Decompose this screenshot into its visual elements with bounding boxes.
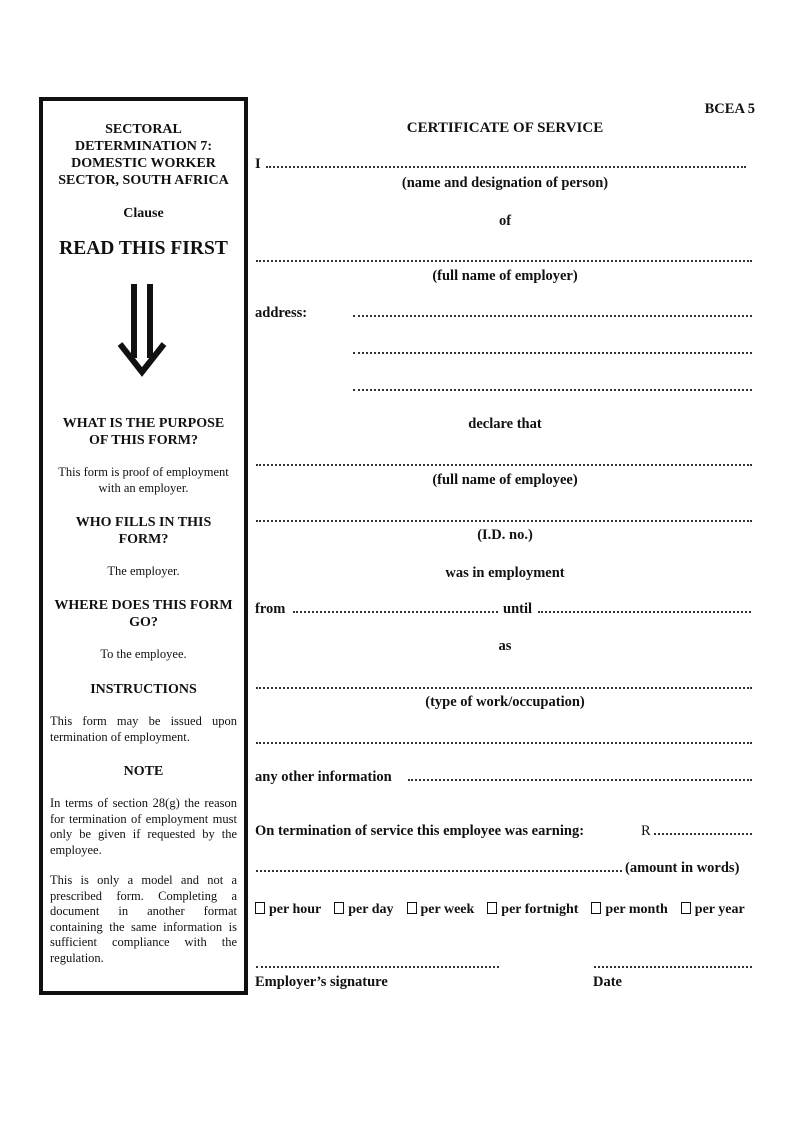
id-caption: (I.D. no.): [477, 527, 533, 543]
earning-label: On termination of service this employee was earning:: [255, 823, 585, 839]
period-label: per year: [694, 902, 745, 917]
period-label: per hour: [269, 902, 322, 917]
heading-line: SECTOR, SOUTH AFRICA: [58, 173, 229, 188]
purpose-answer: [43, 465, 244, 496]
address-field-line-3[interactable]: [353, 389, 752, 391]
checkbox-icon[interactable]: [407, 902, 417, 914]
answer-line: with an employer.: [98, 480, 189, 495]
occupation-caption: (type of work/occupation): [425, 694, 585, 710]
heading-line: SECTORAL: [105, 122, 182, 137]
period-option-per-hour[interactable]: [255, 902, 321, 918]
from-date-field[interactable]: [293, 611, 498, 613]
of-label: of: [498, 213, 512, 229]
period-option-per-year[interactable]: [681, 902, 745, 918]
note-text-model-form: This is only a model and not a prescribed form. Completing a document in another format containing the same information is sufficient compliance with the regulation.: [50, 873, 237, 965]
question-line: WHERE DOES THIS FORM: [54, 598, 233, 613]
heading-line: DETERMINATION 7:: [74, 139, 213, 154]
occupation-field-line-2[interactable]: [256, 742, 752, 744]
signature-field[interactable]: [256, 966, 499, 968]
note-heading: NOTE: [123, 764, 164, 779]
pay-period-options: [255, 900, 745, 918]
form-code: BCEA 5: [704, 101, 755, 117]
period-option-per-week[interactable]: [407, 902, 475, 918]
instructions-heading: INSTRUCTIONS: [90, 682, 197, 697]
other-info-field[interactable]: [408, 779, 752, 781]
employee-caption: (full name of employee): [432, 472, 578, 488]
amount-figures-field[interactable]: [654, 833, 752, 835]
period-option-per-month[interactable]: [591, 902, 667, 918]
who-fills-answer: The employer.: [107, 564, 180, 578]
occupation-field[interactable]: [256, 687, 752, 689]
from-label: from: [255, 601, 286, 617]
instructions-text: This form may be issued upon termination of employment.: [50, 714, 237, 744]
rand-label: R: [641, 823, 651, 839]
read-this-first-panel: [39, 97, 248, 995]
employer-name-field[interactable]: [256, 260, 752, 262]
amount-words-field[interactable]: [256, 870, 622, 872]
address-label: address:: [255, 305, 308, 321]
date-field[interactable]: [594, 966, 752, 968]
until-label: until: [503, 601, 533, 617]
note-text-section-28: In terms of section 28(g) the reason for termination of employment must only be given if requested by the employee.: [50, 796, 237, 857]
sectoral-determination-heading: [43, 121, 244, 189]
declare-label: declare that: [468, 416, 542, 432]
question-line: WHO FILLS IN THIS: [75, 515, 212, 530]
period-label: per week: [420, 902, 475, 917]
as-label: as: [498, 638, 512, 654]
address-field-line-1[interactable]: [353, 315, 752, 317]
double-down-arrow-icon: [117, 284, 167, 380]
name-designation-field[interactable]: [266, 166, 746, 168]
date-label: Date: [593, 974, 622, 990]
until-date-field[interactable]: [538, 611, 751, 613]
id-number-field[interactable]: [256, 520, 752, 522]
other-info-label: any other information: [255, 769, 392, 785]
period-label: per fortnight: [501, 902, 579, 917]
question-line: FORM?: [118, 532, 169, 547]
name-designation-caption: (name and designation of person): [401, 175, 609, 191]
question-line: WHAT IS THE PURPOSE: [62, 416, 225, 431]
employment-label: was in employment: [445, 565, 565, 581]
amount-words-caption: (amount in words): [625, 860, 740, 876]
period-label: per day: [348, 902, 394, 917]
form-title: CERTIFICATE OF SERVICE: [406, 120, 604, 136]
where-goes-question: [43, 597, 244, 631]
checkbox-icon[interactable]: [487, 902, 497, 914]
who-fills-question: [43, 514, 244, 548]
checkbox-icon[interactable]: [334, 902, 344, 914]
period-label: per month: [605, 902, 668, 917]
i-label: I: [255, 156, 261, 172]
employer-caption: (full name of employer): [432, 268, 578, 284]
where-goes-answer: To the employee.: [100, 647, 187, 661]
address-field-line-2[interactable]: [353, 352, 752, 354]
read-this-first-heading: READ THIS FIRST: [59, 238, 228, 259]
question-line: OF THIS FORM?: [89, 433, 198, 448]
period-option-per-day[interactable]: [334, 902, 393, 918]
checkbox-icon[interactable]: [591, 902, 601, 914]
signature-label: Employer’s signature: [255, 974, 388, 990]
checkbox-icon[interactable]: [681, 902, 691, 914]
period-option-per-fortnight[interactable]: [487, 902, 578, 918]
clause-label: Clause: [123, 206, 164, 221]
checkbox-icon[interactable]: [255, 902, 265, 914]
answer-line: This form is proof of employment: [58, 465, 229, 479]
employee-name-field[interactable]: [256, 464, 752, 466]
heading-line: DOMESTIC WORKER: [71, 156, 216, 171]
question-line: GO?: [129, 615, 158, 630]
purpose-question: [43, 415, 244, 449]
